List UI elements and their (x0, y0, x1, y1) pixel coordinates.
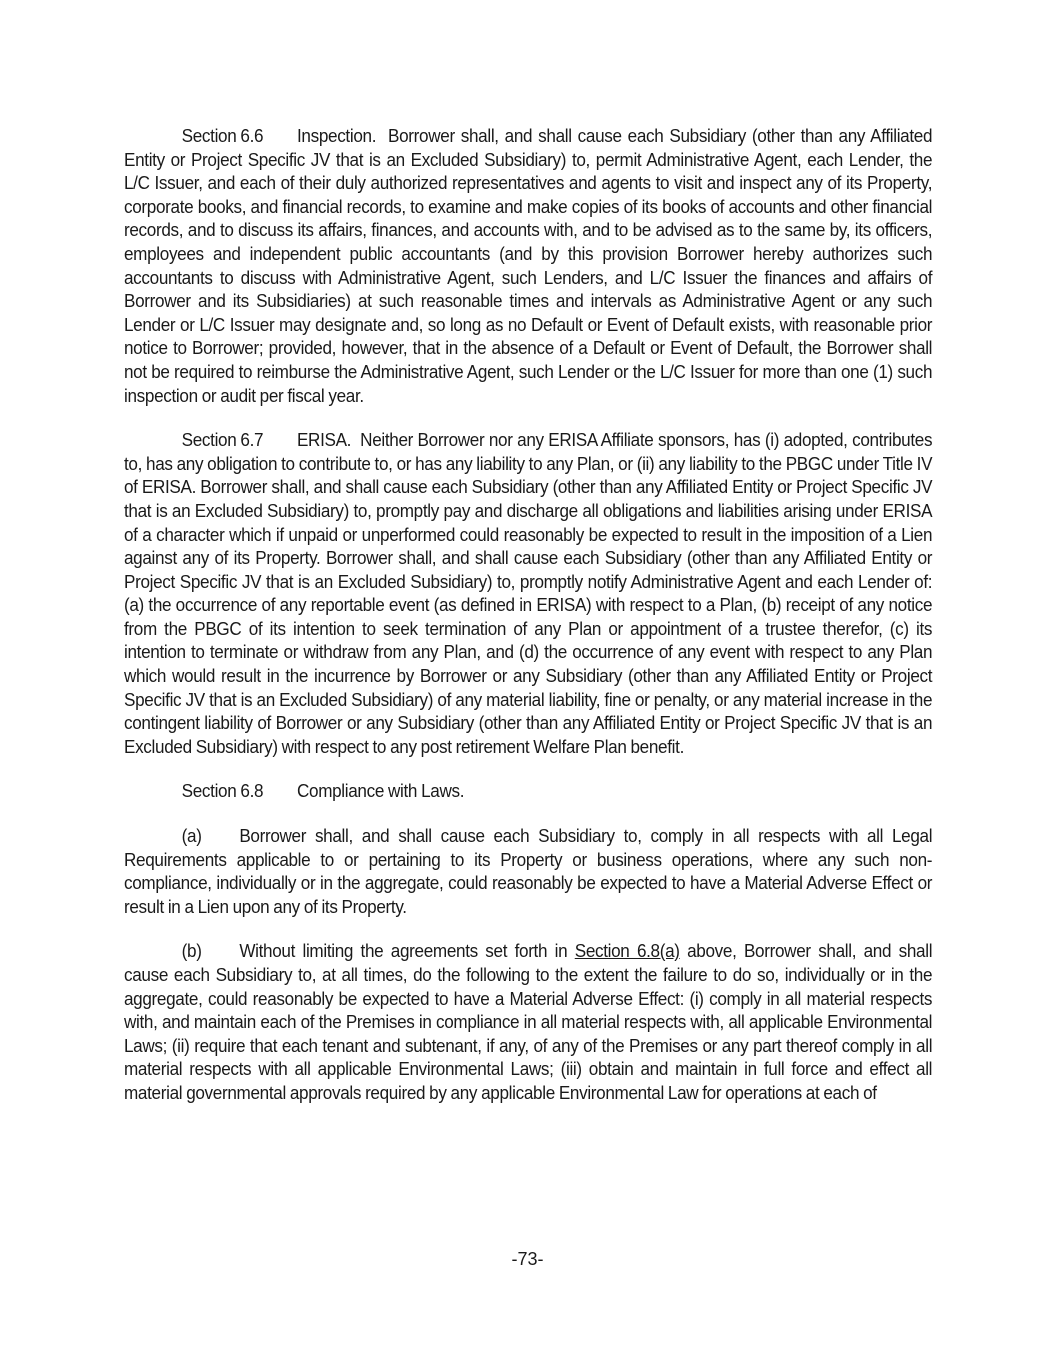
section-title: Compliance with Laws. (296, 780, 465, 802)
page-number: -73- (511, 1249, 544, 1269)
section-6-6-paragraph (124, 124, 932, 407)
section-title: Inspection. (296, 125, 377, 146)
section-body: Neither Borrower nor any ERISA Affiliate sponsors, has (i) adopted, contributes to, has any obligation to contribute to, or has any liability to any Plan, or (ii) any liability to the PBGC under Title IV of ERISA. Borrower shall, and shall cause each Subsidiary (other than any Affiliated Entity or Project Specific JV that is an Excluded Subsidiary) to, promptly pay and discharge all obligations and liabilities arising under ERISA of a character which if unpaid or unperformed could reasonably be expected to result in the imposition of a Lien against any of its Property. Borrower shall, and shall cause each Subsidiary (other than any Affiliated Entity or Project Specific JV that is an Excluded Subsidiary) to, promptly notify Administrative Agent and each Lender of: (a) the occurrence of any reportable event (as defined in ERISA) with respect to a Plan, (b) receipt of any notice from the PBGC of its intention to seek termination of any Plan or appointment of a trustee therefor, (c) its intention to terminate or withdraw from any Plan, and (d) the occurrence of any event with respect to any Plan which would result in the incurrence by Borrower or any Subsidiary (other than any Affiliated Entity or Project Specific JV that is an Excluded Subsidiary) of any material liability, fine or penalty, or any material increase in the contingent liability of Borrower or any Subsidiary (other than any Affiliated Entity or Project Specific JV that is an Excluded Subsidiary) with respect to any post retirement Welfare Plan benefit. (124, 429, 933, 757)
section-number: Section 6.8 (181, 780, 264, 802)
subsection-body: Borrower shall, and shall cause each Subsidiary to, comply in all respects with all Legal Requirements applicable to or pertaining to its Property or business operations, where any such non-compliance, individually or in the aggregate, could reasonably be expected to have a Material Adverse Effect or result in a Lien upon any of its Property. (124, 825, 933, 917)
section-6-7-paragraph (124, 428, 932, 758)
cross-reference-link[interactable]: Section 6.8(a) (574, 940, 680, 962)
section-6-8-b-paragraph (124, 939, 932, 1104)
subsection-body-after-ref: above, Borrower shall, and shall cause each Subsidiary to, at all times, do the following to the extent the failure to do so, individually or in the aggregate, could reasonably be expected to have a Material Adverse Effect: (i) comply in all material respects with, and maintain each of the Premises in compliance in all material respects with, all applicable Environmental Laws; (ii) require that each tenant and subtenant, if any, of any of the Premises or any part thereof comply in all material respects with all applicable Environmental Laws; (iii) obtain and maintain in full force and effect all material governmental approvals required by any applicable Environmental Law for operations at each of (124, 940, 933, 1103)
subsection-body-before-ref: Without limiting the agreements set forth in (239, 940, 575, 962)
section-6-8-a-paragraph (124, 824, 932, 918)
section-number: Section 6.7 (181, 429, 264, 451)
section-number: Section 6.6 (181, 125, 264, 146)
subsection-label: (a) (181, 825, 202, 847)
section-body: Borrower shall, and shall cause each Subsidiary (other than any Affiliated Entity or Project Specific JV that is an Excluded Subsidiary) to, permit Administrative Agent, each Lender, the L/C Issuer, and each of their duly authorized representatives and agents to visit and inspect any of its Property, corporate books, and financial records, to examine and make copies of its books of accounts and other financial records, and to discuss its affairs, finances, and accounts with, and to be advised as to the same by, its officers, employees and independent public accountants (and by this provision Borrower hereby authorizes such accountants to discuss with Administrative Agent, such Lenders, and L/C Issuer the finances and affairs of Borrower and its Subsidiaries) at such reasonable times and intervals as Administrative Agent or any such Lender or L/C Issuer may designate and, so long as no Default or Event of Default exists, with reasonable prior notice to Borrower; provided, however, that in the absence of a Default or Event of Default, the Borrower shall not be required to reimburse the Administrative Agent, such Lender or the L/C Issuer for more than one (1) such inspection or audit per fiscal year. (124, 125, 933, 406)
section-6-8-heading (124, 779, 932, 803)
subsection-label: (b) (181, 940, 202, 962)
document-page (124, 124, 932, 1126)
section-title: ERISA. (296, 429, 352, 451)
